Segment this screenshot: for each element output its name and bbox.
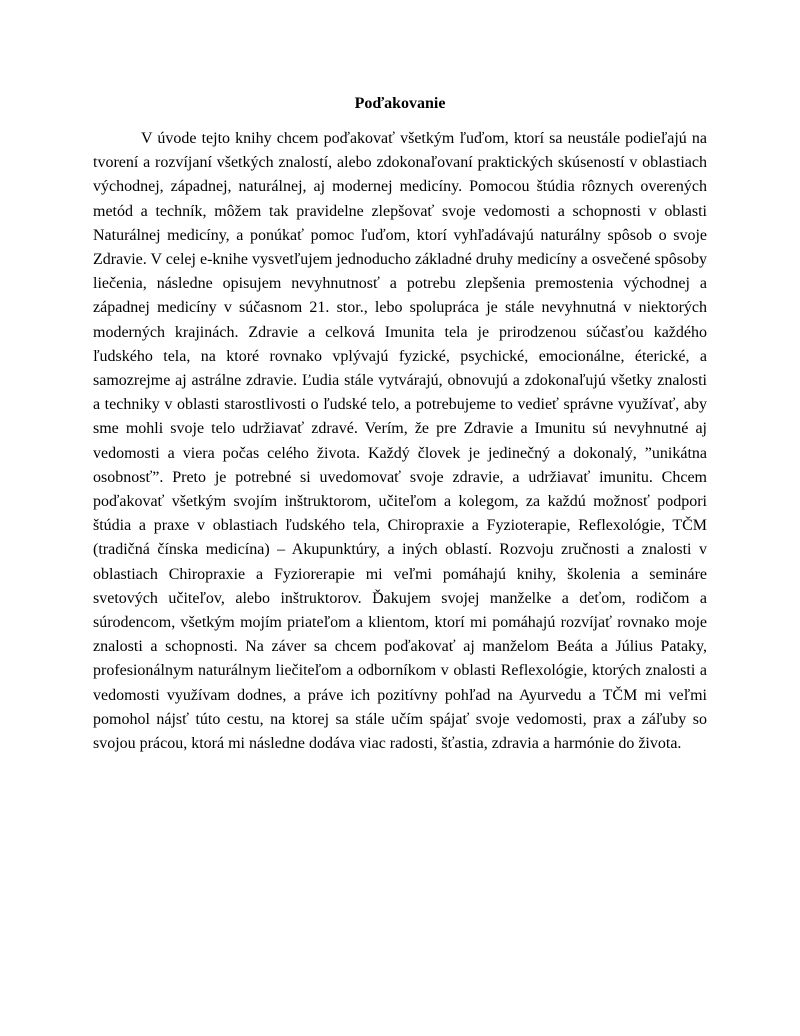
page-title: Poďakovanie bbox=[354, 95, 446, 112]
acknowledgement-paragraph: V úvode tejto knihy chcem poďakovať všetkým ľuďom, ktorí sa neustále podieľajú na tvorení a rozvíjaní všetkých znalostí, alebo zdokonaľovaní praktických skúseností v oblastiach východnej, západnej, naturálnej, aj modernej medicíny. Pomocou štúdia rôznych overených metód a techník, môžem tak pravidelne zlepšovať svoje vedomosti a schopnosti v oblasti Naturálnej medicíny, a ponúkať pomoc ľuďom, ktorí vyhľadávajú naturálny spôsob o svoje Zdravie. V celej e-knihe vysvetľujem jednoducho základné druhy medicíny a osvečené spôsoby liečenia, následne opisujem nevyhnutnosť a potrebu zlepšenia premostenia východnej a západnej medicíny v súčasnom 21. stor., lebo spolupráca je stále nevyhnutná v niektorých moderných krajinách. Zdravie a celková Imunita tela je prirodzenou súčasťou každého ľudského tela, na ktoré rovnako vplývajú fyzické, psychické, emocionálne, éterické, a samozrejme aj astrálne zdravie. Ľudia stále vytvárajú, obnovujú a zdokonaľujú všetky znalosti a techniky v oblasti starostlivosti o ľudské telo, a potrebujeme to vedieť správne využívať, aby sme mohli svoje telo udržiavať zdravé. Verím, že pre Zdravie a Imunitu sú nevyhnutné aj vedomosti a viera počas celého života. Každý človek je jedinečný a dokonalý, ”unikátna osobnosť”. Preto je potrebné si uvedomovať svoje zdravie, a udržiavať imunitu. Chcem poďakovať všetkým svojím inštruktorom, učiteľom a kolegom, za každú možnosť podpori štúdia a praxe v oblastiach ľudského tela, Chiropraxie a Fyzioterapie, Reflexológie, TČM (tradičná čínska medicína) – Akupunktúry, a iných oblastí. Rozvoju zručnosti a znalosti v oblastiach Chiropraxie a Fyziorerapie mi veľmi pomáhajú knihy, školenia a semináre svetových učiteľov, alebo inštruktorov. Ďakujem svojej manželke a deťom, rodičom a súrodencom, všetkým mojím priateľom a klientom, ktorí mi pomáhajú rozvíjať rovnako moje znalosti a schopnosti. Na záver sa chcem poďakovať aj manželom Beáta a Július Pataky, profesionálnym naturálnym liečiteľom a odborníkom v oblasti Reflexológie, ktorých znalosti a vedomosti využívam dodnes, a práve ich pozitívny pohľad na Ayurvedu a TČM mi veľmi pomohol nájsť túto cestu, na ktorej sa stále učím spájať svoje vedomosti, prax a záľuby so svojou prácou, ktorá mi následne dodáva viac radosti, šťastia, zdravia a harmónie do života. bbox=[93, 130, 707, 753]
